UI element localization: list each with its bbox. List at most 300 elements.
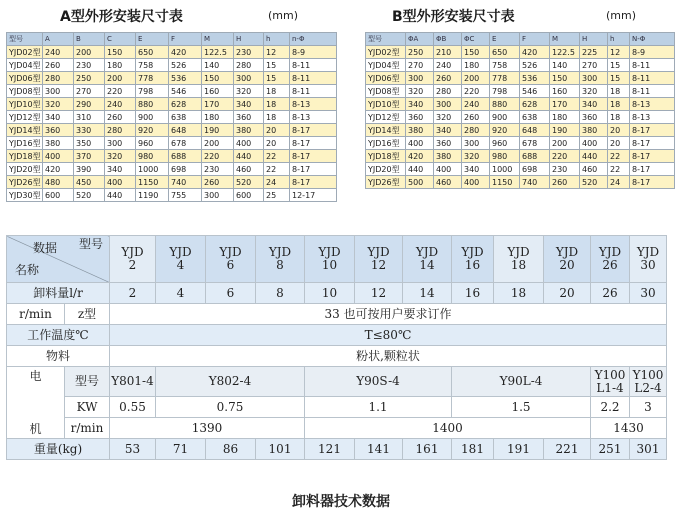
table-b-cell: 300 xyxy=(434,98,462,111)
table-a-cell: 920 xyxy=(136,124,169,137)
model-header-cell xyxy=(156,236,206,283)
motor-model-6-line2: L2-4 xyxy=(634,380,662,395)
table-b-cell: 678 xyxy=(520,137,550,150)
table-b-title: B型外形安装尺寸表 xyxy=(392,9,515,25)
table-b-cell: 320 xyxy=(580,85,608,98)
table-b-cell: 8-17 xyxy=(630,150,675,163)
table-a-cell: 8-11 xyxy=(290,72,337,85)
model-header-cell xyxy=(206,236,256,283)
table-a-cell: 170 xyxy=(202,98,234,111)
table-b-cell: 1150 xyxy=(490,176,520,189)
discharge-cell: 14 xyxy=(403,283,452,304)
model-header-cell xyxy=(110,236,156,283)
table-b-cell: 18 xyxy=(608,98,630,111)
model-prefix: YJD xyxy=(415,245,439,259)
table-b-cell: 546 xyxy=(520,85,550,98)
table-b-cell: 8-9 xyxy=(630,46,675,59)
table-b-cell: 220 xyxy=(462,85,490,98)
table-a-cell: 22 xyxy=(264,150,290,163)
table-a-header-cell: n-Φ xyxy=(290,33,337,46)
table-a-cell: 400 xyxy=(43,150,74,163)
table-b-cell: 8-17 xyxy=(630,163,675,176)
table-a-cell: 18 xyxy=(264,85,290,98)
discharge-cell: 18 xyxy=(494,283,544,304)
speed-row xyxy=(7,304,667,325)
table-b-header-cell: ΦB xyxy=(434,33,462,46)
discharge-cell: 10 xyxy=(305,283,355,304)
table-b-cell: 460 xyxy=(580,163,608,176)
table-a-cell: 648 xyxy=(169,124,202,137)
motor-rpm-2: 1400 xyxy=(305,418,591,439)
model-number: 2 xyxy=(128,258,137,272)
table-a-cell: 180 xyxy=(105,59,136,72)
table-a-cell: 220 xyxy=(202,150,234,163)
table-b-cell: 300 xyxy=(406,72,434,85)
table-b-cell: 180 xyxy=(550,111,580,124)
table-a-cell: 260 xyxy=(43,59,74,72)
table-a-cell: 18 xyxy=(264,111,290,124)
table-b-cell: 340 xyxy=(580,98,608,111)
table-b-cell: YJD10型 xyxy=(366,98,406,111)
table-b-cell: 280 xyxy=(434,85,462,98)
table-b-cell: 648 xyxy=(520,124,550,137)
table-a-cell: 638 xyxy=(169,111,202,124)
table-a-cell: 678 xyxy=(169,137,202,150)
table-a-cell: 8-9 xyxy=(290,46,337,59)
table-a-cell: 200 xyxy=(74,46,105,59)
table-a-cell: 8-13 xyxy=(290,98,337,111)
weight-cell: 301 xyxy=(630,439,667,460)
table-a-cell: 758 xyxy=(136,59,169,72)
table-b-header-cell: 型号 xyxy=(366,33,406,46)
table-a-cell: YJD30型 xyxy=(7,189,43,202)
table-b-cell: 536 xyxy=(520,72,550,85)
table-b-cell: 20 xyxy=(608,137,630,150)
weight-cell: 141 xyxy=(355,439,403,460)
discharge-row xyxy=(7,283,667,304)
table-a-cell: 390 xyxy=(74,163,105,176)
table-a-cell: YJD16型 xyxy=(7,137,43,150)
table-a-cell: 520 xyxy=(234,176,264,189)
table-b-cell: 225 xyxy=(580,46,608,59)
table-a-cell: 440 xyxy=(234,150,264,163)
table-b-cell: 15 xyxy=(608,72,630,85)
model-prefix: YJD xyxy=(268,245,292,259)
table-a-cell: YJD20型 xyxy=(7,163,43,176)
table-b-cell: 380 xyxy=(406,124,434,137)
table-a-cell: 220 xyxy=(105,85,136,98)
table-a-cell: 320 xyxy=(43,98,74,111)
table-a-cell: 18 xyxy=(264,98,290,111)
table-b-cell: 960 xyxy=(490,137,520,150)
table-b-cell: 8-13 xyxy=(630,111,675,124)
model-header-cell xyxy=(403,236,452,283)
discharge-cell: 4 xyxy=(156,283,206,304)
table-a-cell: 980 xyxy=(136,150,169,163)
table-b-cell: 122.5 xyxy=(550,46,580,59)
table-b-cell: YJD16型 xyxy=(366,137,406,150)
table-a-cell: 1190 xyxy=(136,189,169,202)
table-b-cell: 920 xyxy=(490,124,520,137)
table-b-row xyxy=(366,111,675,124)
table-b-cell: 340 xyxy=(462,163,490,176)
table-b-cell: 22 xyxy=(608,150,630,163)
table-b-header-row xyxy=(366,33,675,46)
table-a-header-row xyxy=(7,33,337,46)
table-b-cell: 340 xyxy=(406,98,434,111)
table-a-cell: 480 xyxy=(43,176,74,189)
table-b-cell: 460 xyxy=(434,176,462,189)
table-b-cell: 526 xyxy=(520,59,550,72)
tech-header-row xyxy=(7,236,667,283)
table-a-header-cell: M xyxy=(202,33,234,46)
table-a-cell: YJD12型 xyxy=(7,111,43,124)
table-a-cell: 200 xyxy=(105,72,136,85)
table-a-cell: 350 xyxy=(74,137,105,150)
motor-model-5-line2: L1-4 xyxy=(596,380,624,395)
weight-cell: 53 xyxy=(110,439,156,460)
model-number: 30 xyxy=(640,258,656,272)
motor-rpm-3: 1430 xyxy=(591,418,667,439)
model-prefix: YJD xyxy=(169,245,192,259)
weight-cell: 101 xyxy=(256,439,305,460)
table-b-cell: 740 xyxy=(520,176,550,189)
table-b-cell: 170 xyxy=(550,98,580,111)
table-b-cell: 280 xyxy=(462,124,490,137)
table-a-cell: 1000 xyxy=(136,163,169,176)
model-prefix: YJD xyxy=(461,245,484,259)
table-b-cell: 880 xyxy=(490,98,520,111)
table-a-cell: 755 xyxy=(169,189,202,202)
weight-row xyxy=(7,439,667,460)
table-a-cell: 150 xyxy=(202,72,234,85)
table-b-cell: 360 xyxy=(406,111,434,124)
table-b-cell: 320 xyxy=(434,111,462,124)
motor-model-4: Y90L-4 xyxy=(452,367,591,397)
motor-kw-5: 2.2 xyxy=(591,397,630,418)
table-a-cell: 546 xyxy=(169,85,202,98)
table-a-cell: 960 xyxy=(136,137,169,150)
table-a-cell: 280 xyxy=(234,59,264,72)
table-a-cell: 698 xyxy=(169,163,202,176)
table-a-cell: YJD26型 xyxy=(7,176,43,189)
table-a-cell: 360 xyxy=(43,124,74,137)
table-a-cell: 420 xyxy=(43,163,74,176)
table-a-cell: 880 xyxy=(136,98,169,111)
table-b-cell: 190 xyxy=(550,124,580,137)
motor-model-5-line1: Y100 xyxy=(594,367,626,382)
table-b-cell: 260 xyxy=(434,72,462,85)
table-a-cell: 650 xyxy=(136,46,169,59)
table-b-cell: 778 xyxy=(490,72,520,85)
table-a-cell: 260 xyxy=(105,111,136,124)
table-a-cell: 8-17 xyxy=(290,163,337,176)
table-b-cell: YJD26型 xyxy=(366,176,406,189)
table-b-cell: 340 xyxy=(434,124,462,137)
table-a-header-cell: E xyxy=(136,33,169,46)
table-a-row xyxy=(7,85,337,98)
table-b-row xyxy=(366,176,675,189)
table-b-cell: 380 xyxy=(434,150,462,163)
motor-rpm-label: r/min xyxy=(65,418,110,439)
table-b-cell: 240 xyxy=(434,59,462,72)
table-a-cell: 12 xyxy=(264,46,290,59)
table-a-row xyxy=(7,176,337,189)
motor-model-3: Y90S-4 xyxy=(305,367,452,397)
discharge-cell: 6 xyxy=(206,283,256,304)
header-corner xyxy=(7,236,110,283)
corner-data: 数据 xyxy=(33,241,58,255)
motor-model-2: Y802-4 xyxy=(156,367,305,397)
table-b-cell: 20 xyxy=(608,124,630,137)
motor-model-5 xyxy=(591,367,630,397)
table-b-cell: YJD12型 xyxy=(366,111,406,124)
table-b-cell: 300 xyxy=(580,72,608,85)
table-a-cell: 240 xyxy=(43,46,74,59)
table-a-body xyxy=(7,46,337,202)
table-a-cell: 330 xyxy=(74,124,105,137)
table-b-cell: 24 xyxy=(608,176,630,189)
table-a-cell: 300 xyxy=(43,85,74,98)
motor-model-6-line1: Y100 xyxy=(632,367,664,382)
table-b-row xyxy=(366,163,675,176)
table-a-cell: 450 xyxy=(74,176,105,189)
table-b-cell: 798 xyxy=(490,85,520,98)
table-a-row xyxy=(7,98,337,111)
table-b-cell: 400 xyxy=(406,137,434,150)
discharge-cell: 26 xyxy=(591,283,630,304)
weight-cell: 86 xyxy=(206,439,256,460)
table-a-cell: 140 xyxy=(202,59,234,72)
table-b-cell: 360 xyxy=(580,111,608,124)
table-b-cell: 18 xyxy=(608,111,630,124)
table-a-cell: 460 xyxy=(234,163,264,176)
weight-cell: 181 xyxy=(452,439,494,460)
table-b-header-cell: M xyxy=(550,33,580,46)
table-b-body xyxy=(366,46,675,189)
model-prefix: YJD xyxy=(636,245,660,259)
material-value: 粉状,颗粒状 xyxy=(110,346,667,367)
table-b-unit: (mm) xyxy=(606,9,637,22)
model-number: 14 xyxy=(419,258,435,272)
table-a-cell: 290 xyxy=(74,98,105,111)
table-b-cell: 22 xyxy=(608,163,630,176)
table-b-cell: 380 xyxy=(580,124,608,137)
table-a-cell: 1150 xyxy=(136,176,169,189)
table-b-cell: 400 xyxy=(434,163,462,176)
table-a-cell: 8-17 xyxy=(290,150,337,163)
table-b-cell: 500 xyxy=(406,176,434,189)
table-b-row xyxy=(366,137,675,150)
temperature-label: 工作温度℃ xyxy=(7,325,110,346)
table-a-cell: 240 xyxy=(105,98,136,111)
model-prefix: YJD xyxy=(318,245,341,259)
table-a-cell: 320 xyxy=(105,150,136,163)
table-a-cell: 280 xyxy=(43,72,74,85)
table-b-cell: 270 xyxy=(580,59,608,72)
motor-model-row xyxy=(7,367,667,397)
table-a-cell: 180 xyxy=(202,111,234,124)
motor-kw-4: 1.5 xyxy=(452,397,591,418)
table-a-cell: 8-17 xyxy=(290,124,337,137)
table-a-cell: 150 xyxy=(105,46,136,59)
table-b-row xyxy=(366,59,675,72)
table-b-cell: 8-17 xyxy=(630,137,675,150)
table-b-header-cell: H xyxy=(580,33,608,46)
table-b-cell: 650 xyxy=(490,46,520,59)
table-a-cell: YJD04型 xyxy=(7,59,43,72)
table-a-cell: 250 xyxy=(74,72,105,85)
table-b-cell: 8-17 xyxy=(630,124,675,137)
table-a-cell: 25 xyxy=(264,189,290,202)
table-b-cell: 688 xyxy=(520,150,550,163)
table-b-cell: 200 xyxy=(550,137,580,150)
table-a xyxy=(6,32,337,202)
table-a-title: A型外形安装尺寸表 xyxy=(60,9,183,25)
discharge-label: 卸料量l/r xyxy=(7,283,110,304)
model-prefix: YJD xyxy=(367,245,390,259)
table-a-cell: 310 xyxy=(74,111,105,124)
caption: 卸料器技术数据 xyxy=(292,494,390,510)
temperature-value: T≤80℃ xyxy=(110,325,667,346)
table-a-header-cell: B xyxy=(74,33,105,46)
table-b-header-cell: E xyxy=(490,33,520,46)
motor-rpm-1: 1390 xyxy=(110,418,305,439)
motor-group-label xyxy=(7,367,65,439)
table-a-cell: 536 xyxy=(169,72,202,85)
table-a-cell: 778 xyxy=(136,72,169,85)
table-a-cell: 8-13 xyxy=(290,111,337,124)
table-b-cell: 420 xyxy=(406,150,434,163)
temperature-row xyxy=(7,325,667,346)
motor-group-bottom: 机 xyxy=(29,421,42,436)
table-a-cell: 270 xyxy=(74,85,105,98)
model-prefix: YJD xyxy=(555,245,579,259)
table-a-row xyxy=(7,124,337,137)
discharge-cell: 16 xyxy=(452,283,494,304)
table-a-cell: 420 xyxy=(169,46,202,59)
table-a-cell: 380 xyxy=(43,137,74,150)
table-a-cell: YJD18型 xyxy=(7,150,43,163)
table-b-cell: 260 xyxy=(550,176,580,189)
discharge-cell: 20 xyxy=(544,283,591,304)
table-a-cell: 440 xyxy=(105,189,136,202)
table-a-cell: 8-17 xyxy=(290,137,337,150)
table-a-header-cell: 型号 xyxy=(7,33,43,46)
model-header-cell xyxy=(494,236,544,283)
motor-rpm-row xyxy=(7,418,667,439)
table-a-cell: 370 xyxy=(74,150,105,163)
table-a-cell: 8-11 xyxy=(290,59,337,72)
table-b-header-cell: F xyxy=(520,33,550,46)
weight-cell: 221 xyxy=(544,439,591,460)
table-b-cell: 260 xyxy=(462,111,490,124)
corner-name: 名称 xyxy=(15,263,40,277)
table-a-header-cell: h xyxy=(264,33,290,46)
table-a-row xyxy=(7,150,337,163)
table-b-cell: 1000 xyxy=(490,163,520,176)
table-b-cell: 900 xyxy=(490,111,520,124)
table-a-cell: 526 xyxy=(169,59,202,72)
discharge-cell: 12 xyxy=(355,283,403,304)
table-b-row xyxy=(366,46,675,59)
table-b-cell: 698 xyxy=(520,163,550,176)
discharge-cell: 8 xyxy=(256,283,305,304)
table-a-header-cell: A xyxy=(43,33,74,46)
table-b-cell: 270 xyxy=(406,59,434,72)
table-b-cell: 440 xyxy=(406,163,434,176)
table-a-header-cell: H xyxy=(234,33,264,46)
table-a-cell: 260 xyxy=(202,176,234,189)
motor-model-1: Y801-4 xyxy=(110,367,156,397)
motor-model-label: 型号 xyxy=(65,367,110,397)
table-b-cell: 320 xyxy=(462,150,490,163)
table-a-cell: 520 xyxy=(74,189,105,202)
table-a-row xyxy=(7,189,337,202)
table-a-row xyxy=(7,46,337,59)
table-a-cell: 340 xyxy=(43,111,74,124)
table-a-cell: 20 xyxy=(264,124,290,137)
table-a-cell: 190 xyxy=(202,124,234,137)
model-number: 10 xyxy=(321,258,338,272)
model-header-cell xyxy=(256,236,305,283)
table-b-cell: 140 xyxy=(550,59,580,72)
table-b-cell: YJD18型 xyxy=(366,150,406,163)
table-b-cell: 8-17 xyxy=(630,176,675,189)
model-prefix: YJD xyxy=(121,245,144,259)
table-b xyxy=(365,32,675,189)
model-header-cell xyxy=(452,236,494,283)
model-number: 12 xyxy=(370,258,387,272)
corner-model: 型号 xyxy=(78,237,103,251)
tech-data-table xyxy=(6,235,667,460)
table-a-row xyxy=(7,111,337,124)
table-a-row xyxy=(7,137,337,150)
table-a-cell: 400 xyxy=(234,137,264,150)
table-b-cell: 150 xyxy=(550,72,580,85)
table-a-cell: 12-17 xyxy=(290,189,337,202)
model-header-cell xyxy=(544,236,591,283)
table-a-cell: 380 xyxy=(234,124,264,137)
model-header-cell xyxy=(630,236,667,283)
table-a-cell: 340 xyxy=(105,163,136,176)
table-b-row xyxy=(366,150,675,163)
table-a-cell: 230 xyxy=(74,59,105,72)
table-b-cell: 8-11 xyxy=(630,72,675,85)
table-b-cell: 210 xyxy=(434,46,462,59)
table-a-header-cell: C xyxy=(105,33,136,46)
table-a-cell: 320 xyxy=(234,85,264,98)
model-number: 26 xyxy=(602,258,618,272)
table-b-cell: 18 xyxy=(608,85,630,98)
table-a-row xyxy=(7,72,337,85)
speed-label: r/min xyxy=(7,304,65,325)
table-a-cell: 628 xyxy=(169,98,202,111)
table-a-cell: 280 xyxy=(105,124,136,137)
motor-kw-3: 1.1 xyxy=(305,397,452,418)
table-a-cell: 15 xyxy=(264,59,290,72)
table-b-cell: 8-11 xyxy=(630,85,675,98)
table-b-cell: YJD02型 xyxy=(366,46,406,59)
model-header-cell xyxy=(355,236,403,283)
table-a-cell: 230 xyxy=(202,163,234,176)
weight-cell: 161 xyxy=(403,439,452,460)
table-a-cell: 340 xyxy=(234,98,264,111)
model-number: 4 xyxy=(176,258,185,272)
table-a-cell: 300 xyxy=(202,189,234,202)
table-a-row xyxy=(7,59,337,72)
model-number: 18 xyxy=(510,258,527,272)
